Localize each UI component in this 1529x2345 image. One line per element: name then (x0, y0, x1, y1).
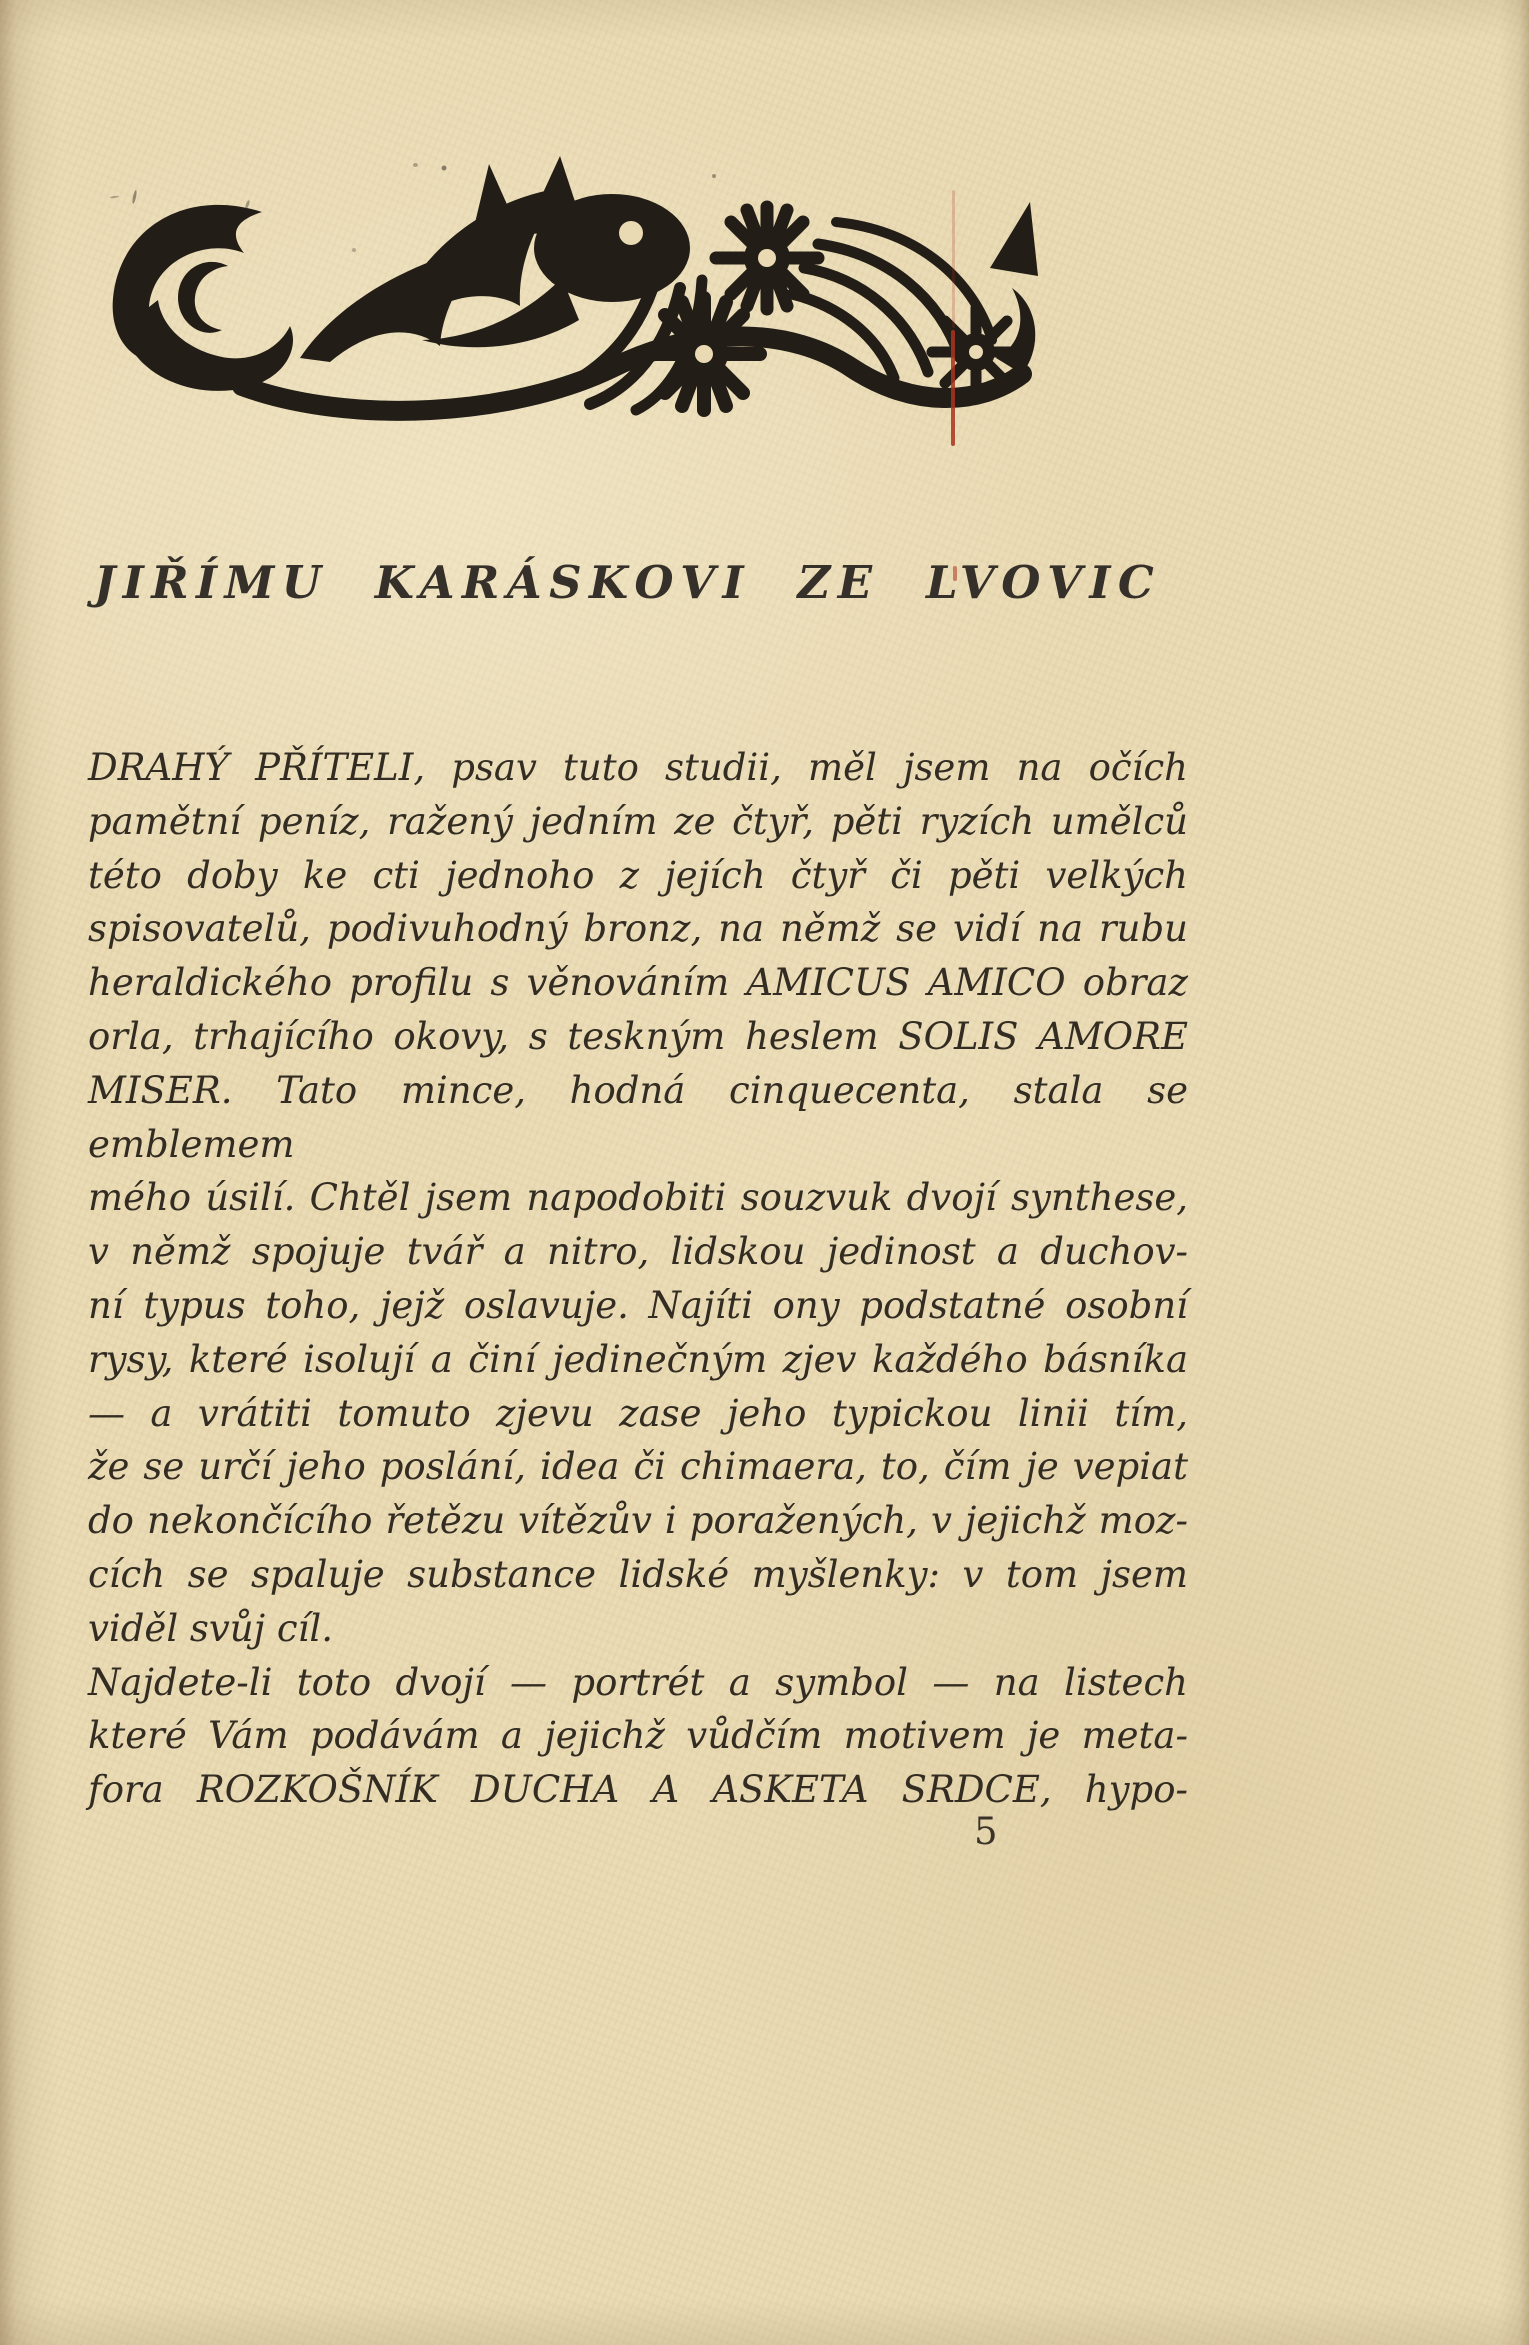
text-line: této doby ke cti jednoho z jejích čtyř či pěti velkých (88, 853, 1188, 897)
text-line: pamětní peníz, ražený jedním ze čtyř, pěti ryzích umělců (88, 799, 1188, 843)
text-line: DRAHÝ PŘÍTELI, psav tuto studii, měl jsem na očích (88, 746, 1188, 789)
text-line: spisovatelů, podivuhodný bronz, na němž se vidí na rubu (88, 907, 1188, 951)
dedication-text (88, 741, 1188, 1817)
text-line: cích se spaluje substance lidské myšlenky: v tom jsem (88, 1552, 1188, 1596)
red-ink-artifact (951, 330, 955, 446)
page-number: 5 (974, 1810, 999, 1853)
text-line: ní typus toho, jejž oslavuje. Najíti ony podstatné osobní (88, 1283, 1188, 1327)
daisy-flower-lower (648, 298, 760, 410)
dedication-heading: JIŘÍMU KARÁSKOVI ZE LVOVIC (94, 556, 1162, 609)
stray-mark (352, 248, 356, 252)
text-line: že se určí jeho poslání, idea či chimaera, to, čím je vepiat (88, 1445, 1188, 1489)
text-line: viděl svůj cíl. (88, 1606, 334, 1650)
text-line: Najdete-li toto dvojí — portrét a symbol — na listech (88, 1660, 1188, 1704)
red-ink-artifact (952, 190, 955, 328)
stray-mark (413, 163, 418, 167)
text-line: do nekončícího řetězu vítězův i poražených, v jejichž moz- (88, 1499, 1188, 1543)
text-line: rysy, které isolují a činí jedinečným zjev každého básníka (88, 1337, 1188, 1381)
text-line: fora ROZKOŠNÍK DUCHA A ASKETA SRDCE, hypo- (88, 1768, 1188, 1812)
headpiece-woodcut-ornament-icon (92, 146, 1042, 438)
text-line: — a vrátiti tomuto zjevu zase jeho typickou linii tím, (88, 1391, 1188, 1435)
text-line: heraldického profilu s věnováním AMICUS AMICO obraz (88, 961, 1188, 1005)
text-line: mého úsilí. Chtěl jsem napodobiti souzvuk dvojí synthese, (88, 1176, 1188, 1220)
text-line: MISER. Tato mince, hodná cinquecenta, stala se emblemem (88, 1068, 1188, 1166)
text-line: v němž spojuje tvář a nitro, lidskou jedinost a duchov- (88, 1230, 1188, 1274)
text-line: které Vám podávám a jejichž vůdčím motivem je meta- (88, 1714, 1188, 1758)
text-line: orla, trhajícího okovy, s teskným heslem SOLIS AMORE (88, 1014, 1188, 1058)
